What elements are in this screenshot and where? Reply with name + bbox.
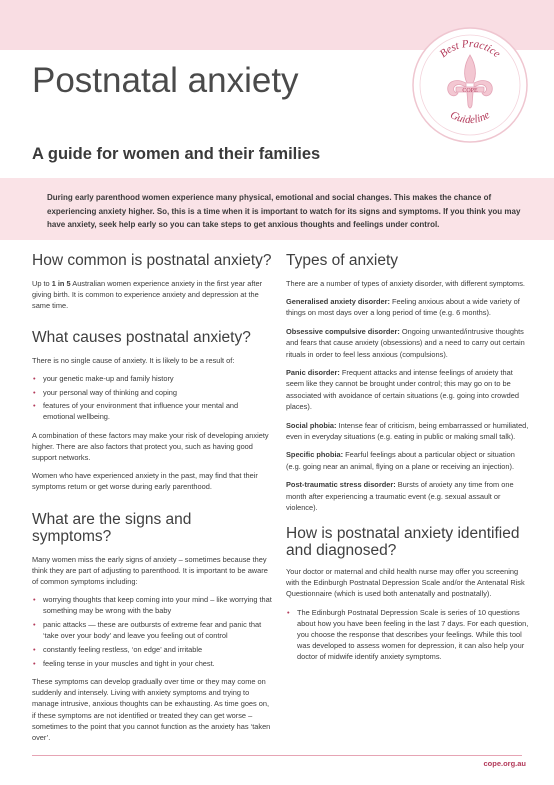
identified-paragraph-1: Your doctor or maternal and child health nurse may offer you screening with the Edinburgh Postnatal Depression Scale and/or the Antenatal Risk Questionnaire (which is used both antenatally and postnatally). xyxy=(286,566,525,599)
list-item: • The Edinburgh Postnatal Depression Scale is series of 10 questions about how you have been feeling in the last 7 days. For each question, you choose the response that describes your feelings. While this tool was developed to assess women for depression, it can also help your doctor of midwife identify anxiety symptoms. xyxy=(287,607,529,662)
type-generalised: Generalised anxiety disorder: Feeling anxious about a wide variety of things on most days over a long period of time (e.g. 6 months). xyxy=(286,297,520,318)
list-item: • panic attacks — these are outbursts of extreme fear and panic that ‘take over your body’ and leave you feeling out of control xyxy=(33,620,262,641)
type-panic: Panic disorder: Frequent attacks and intense feelings of anxiety that seem like they cannot be brought under control; this may go on to be associated with avoidance of certain situations (e.g. going into crowded places). xyxy=(286,368,519,411)
seal-center-text: COPE xyxy=(462,88,478,94)
causes-paragraph-3: Women who have experienced anxiety in the past, may find that their symptoms return or get worse during early parenthood. xyxy=(32,471,258,492)
type-ocd: Obsessive compulsive disorder: Ongoing unwanted/intrusive thoughts and fears that cause anxiety (obsessions) and a need to carry out certain rituals in order to feel less anxious (compulsions). xyxy=(286,327,525,359)
how-common-paragraph: Up to 1 in 5 Australian women experience anxiety in the first year after giving birth. It is common to experience anxiety and depression at the same time. xyxy=(32,279,263,311)
list-item: • constantly feeling restless, ‘on edge’ and irritable xyxy=(33,645,203,655)
signs-paragraph-2: These symptoms can develop gradually over time or they may come on suddenly and intensely. Living with anxiety symptoms and trying to manage intrusive, anxious thoughts can be exhausting. As time goes on, if these symptoms are not identified or treated they can get worse – sometimes to the point that you cannot function as the anxiety has ‘taken over’. xyxy=(32,676,271,742)
page-title: Postnatal anxiety xyxy=(32,61,299,100)
section-heading-identified: How is postnatal anxiety identified and diagnosed? xyxy=(286,524,520,559)
causes-paragraph-2: A combination of these factors may make your risk of developing anxiety higher. There are also factors that protect you, such as having good support networks. xyxy=(32,430,269,463)
best-practice-guideline-seal xyxy=(410,25,530,145)
right-column xyxy=(286,252,530,670)
left-column xyxy=(32,252,272,750)
list-item: • feeling tense in your muscles and tight in your chest. xyxy=(33,658,215,668)
section-heading-signs: What are the signs and symptoms? xyxy=(32,510,192,545)
causes-paragraph-1: There is no single cause of anxiety. It is likely to be a result of: xyxy=(32,355,235,365)
identified-list xyxy=(286,607,530,663)
list-item: • your genetic make-up and family history xyxy=(33,373,174,383)
type-social-phobia: Social phobia: Intense fear of criticism, being embarrassed or humiliated, even in everyday situations (e.g. eating in public or making small talk). xyxy=(286,420,529,441)
seal-top-text: Best Practice xyxy=(437,37,503,61)
type-specific-phobia: Specific phobia: Fearful feelings about a particular object or situation (e.g. going near an animal, flying on a plane or receiving an injection). xyxy=(286,450,515,471)
types-paragraph-1: There are a number of types of anxiety disorder, with different symptoms. xyxy=(286,279,525,288)
signs-list xyxy=(32,594,272,669)
type-ptsd: Post-traumatic stress disorder: Bursts of anxiety any time from one month after experiencing a traumatic event (e.g. sexual assault or violence). xyxy=(286,480,514,512)
section-heading-types: Types of anxiety xyxy=(286,252,399,269)
section-heading-how-common: How common is postnatal anxiety? xyxy=(32,252,272,269)
page-subtitle: A guide for women and their families xyxy=(32,145,321,163)
section-heading-causes: What causes postnatal anxiety? xyxy=(32,328,251,346)
intro-callout: During early parenthood women experience many physical, emotional and social changes. This makes the chance of experiencing anxiety higher. So, this is a time when it is important to watch for its signs and symptoms. If you think you may have anxiety, seek help early so you can take steps to get anxious thoughts and feelings under control. xyxy=(0,178,554,240)
causes-list xyxy=(32,373,272,423)
list-item: • features of your environment that influence your mental and emotional wellbeing. xyxy=(33,401,239,422)
list-item: • worrying thoughts that keep coming into your mind – like worrying that something may be wrong with the baby xyxy=(33,595,272,616)
footer-divider xyxy=(32,755,522,756)
seal-bottom-text: Guideline xyxy=(448,108,493,127)
footer-url-link[interactable]: cope.org.au xyxy=(483,759,526,768)
list-item: • your personal way of thinking and coping xyxy=(33,387,177,397)
signs-paragraph-1: Many women miss the early signs of anxiety – sometimes because they think they are part of adjusting to parenthood. It is important to be aware of common symptoms including: xyxy=(32,554,268,587)
